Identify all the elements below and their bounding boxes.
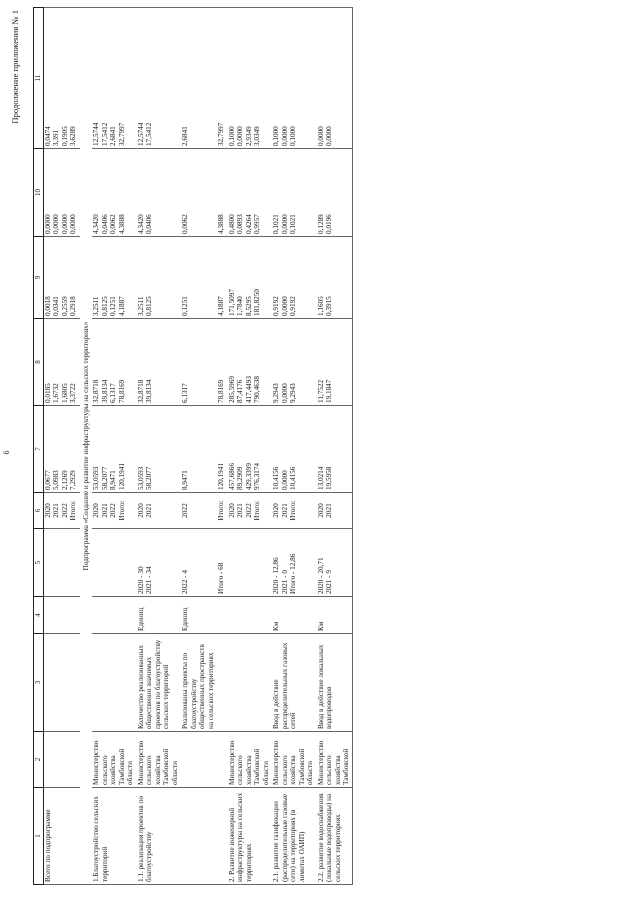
cell-col-5 [228, 529, 270, 597]
column-header-4: 4 [34, 597, 44, 634]
cell-line: 32,7997 [117, 122, 126, 146]
cell-line: 39,8134 [100, 379, 109, 403]
spacer-cell [350, 529, 352, 597]
cell-col-5 [217, 529, 225, 597]
spacer-cell [350, 732, 352, 788]
cell-line: 2022 [109, 503, 118, 518]
cell-col-6 [181, 493, 215, 529]
cell-line: 2021 - 34 [145, 566, 154, 594]
page-number: 6 [2, 450, 11, 455]
cell-line: 2021 [325, 503, 334, 518]
cell-col-6 [92, 493, 134, 529]
cell-line: 58,2077 [100, 466, 109, 490]
cell-line: 2021 - 0 [280, 570, 289, 594]
cell-col-2: Министерство сельского хозяйства Тамбовской области [228, 732, 270, 788]
column-header-3: 3 [34, 634, 44, 732]
cell-line: 7,2929 [69, 470, 78, 490]
cell-col-10 [44, 149, 78, 237]
cell-line: 0,1000 [272, 126, 281, 146]
cell-line: 0,0341 [52, 296, 61, 316]
column-header-10: 10 [34, 149, 44, 237]
cell-col-10 [317, 149, 351, 237]
cell-col-10 [228, 149, 270, 237]
cell-line: 0,0000 [280, 214, 289, 234]
cell-col-3 [228, 634, 270, 732]
cell-line: 1,6732 [52, 383, 61, 403]
column-header-6: 6 [34, 493, 44, 529]
table-body [44, 8, 353, 885]
cell-col-3: Ввод в действие распределительных газовых сетей [272, 634, 314, 732]
spacer-cell [350, 319, 352, 406]
cell-line: 0,9192 [272, 296, 281, 316]
cell-line: 4,1887 [217, 296, 226, 316]
table-row [137, 8, 179, 885]
subprogram-header-row [80, 8, 92, 885]
cell-col-11 [137, 8, 179, 149]
cell-line: 9,2943 [289, 383, 298, 403]
cell-line: 39,8134 [145, 379, 154, 403]
cell-line: 2022 [244, 503, 253, 518]
cell-col-7 [317, 406, 351, 493]
table-row [181, 8, 215, 885]
cell-col-11 [217, 8, 225, 149]
table-row [228, 8, 270, 885]
cell-line: 0,0474 [44, 126, 52, 146]
cell-line: 2020 [44, 503, 52, 518]
cell-col-8 [317, 319, 351, 406]
cell-line: 0,0018 [44, 296, 52, 316]
cell-line: 0,0000 [52, 214, 61, 234]
cell-line: 32,8718 [136, 379, 145, 403]
cell-col-1 [181, 788, 215, 885]
cell-col-5 [92, 529, 134, 597]
spacer-cell [350, 634, 352, 732]
cell-col-3 [44, 634, 78, 732]
cell-line: 976,3174 [253, 463, 262, 490]
cell-col-9 [217, 237, 225, 319]
cell-col-8 [272, 319, 314, 406]
cell-line: 457,6866 [227, 463, 236, 490]
cell-line: 2020 - 20,71 [316, 557, 325, 594]
table-row [317, 8, 351, 885]
cell-col-1 [217, 788, 225, 885]
cell-col-4 [44, 597, 78, 634]
cell-line: 0,0000 [280, 470, 289, 490]
cell-line: 0,0000 [69, 214, 78, 234]
cell-line: 0,1000 [227, 126, 236, 146]
cell-line: 0,0196 [325, 214, 334, 234]
cell-col-3: Реализованы проекты по благоустройству общественных пространств на сельских территориях [181, 634, 215, 732]
cell-line: 58,2077 [145, 466, 154, 490]
cell-line: 78,8169 [117, 379, 126, 403]
cell-col-1: Всего по подпрограмме [44, 788, 78, 885]
cell-line: 53,0593 [92, 466, 101, 490]
cell-line: 2022 - 4 [181, 570, 190, 594]
budget-table [33, 7, 353, 885]
cell-line: 3,2511 [92, 296, 101, 316]
spacer-cell [350, 406, 352, 493]
cell-line: 0,2559 [60, 296, 69, 316]
cell-col-9 [181, 237, 215, 319]
spacer-cell [350, 149, 352, 237]
cell-line: 3,2511 [136, 296, 145, 316]
cell-col-7 [181, 406, 215, 493]
cell-col-6 [317, 493, 351, 529]
cell-col-5 [317, 529, 351, 597]
cell-col-3 [217, 634, 225, 732]
cell-col-7 [272, 406, 314, 493]
cell-col-2: Министерство сельского хозяйства Тамбовской области [137, 732, 179, 788]
cell-line: 0,1251 [181, 296, 190, 316]
cell-col-4 [228, 597, 270, 634]
cell-line: 0,1251 [109, 296, 118, 316]
cell-line: 0,0000 [280, 383, 289, 403]
cell-line: 10,4156 [272, 466, 281, 490]
spacer-cell [350, 8, 352, 149]
cell-line: 2022 [181, 503, 190, 518]
cell-col-3: Количество реализованных общественно значимых проектов по благоустройству сельских территорий [137, 634, 179, 732]
cell-line: 0,0000 [44, 214, 52, 234]
spacer-cell [350, 788, 352, 885]
cell-col-1: 2.2. развитие водоснабжения (локальные водопроводы) на сельских территориях [317, 788, 351, 885]
column-header-2: 2 [34, 732, 44, 788]
cell-line: Итого: [289, 500, 298, 521]
cell-line: 2021 [280, 503, 289, 518]
cell-line: Итого: [253, 500, 262, 521]
cell-line: Итого - 68 [217, 562, 226, 594]
cell-line: 6,1317 [109, 383, 118, 403]
cell-line: 0,1289 [316, 214, 325, 234]
cell-line: 32,8718 [92, 379, 101, 403]
cell-col-1: 2.1. развитие газификации (распределительные газовые сети) на территориях (в лимитах ОАИП) [272, 788, 314, 885]
cell-line: 10,4156 [289, 466, 298, 490]
cell-line: 12,5744 [92, 122, 101, 146]
cell-line: 4,3420 [136, 214, 145, 234]
cell-line: 8,9471 [181, 470, 190, 490]
cell-line: 3,6289 [69, 126, 78, 146]
cell-col-11 [228, 8, 270, 149]
cell-line: Итого - 12,86 [289, 553, 298, 594]
cell-line: 0,9957 [253, 214, 262, 234]
cell-line: 87,4176 [236, 379, 245, 403]
cell-line: 0,4800 [227, 214, 236, 234]
cell-col-5 [44, 529, 78, 597]
cell-col-9 [272, 237, 314, 319]
column-header-1: 1 [34, 788, 44, 885]
cell-col-2 [217, 732, 225, 788]
cell-line: 0,1000 [289, 126, 298, 146]
cell-line: 2021 [100, 503, 109, 518]
spacer-cell [350, 493, 352, 529]
cell-line: 417,4493 [244, 376, 253, 403]
cell-line: 0,3915 [325, 296, 334, 316]
cell-line: 89,2909 [236, 466, 245, 490]
cell-line: 3,3722 [69, 383, 78, 403]
cell-line: 0,0000 [60, 214, 69, 234]
cell-line: 2020 [227, 503, 236, 518]
cell-line: 2020 [92, 503, 101, 518]
column-header-9: 9 [34, 237, 44, 319]
cell-line: 0,0000 [325, 126, 334, 146]
cell-col-1: 2. Развитие инженерной инфраструктуры на сельских территориях [228, 788, 270, 885]
cell-line: 1,1605 [316, 296, 325, 316]
table-row [217, 8, 225, 885]
cell-col-10 [217, 149, 225, 237]
cell-col-2 [181, 732, 215, 788]
cell-line: 0,9192 [289, 296, 298, 316]
cell-col-9 [317, 237, 351, 319]
cell-line: Итого: [217, 500, 226, 521]
cell-col-5 [137, 529, 179, 597]
cell-col-7 [44, 406, 78, 493]
cell-line: 0,0000 [280, 126, 289, 146]
cell-col-4: Единиц [137, 597, 179, 634]
cell-line: 4,3888 [217, 214, 226, 234]
cell-col-4 [92, 597, 134, 634]
cell-line: 285,5969 [227, 376, 236, 403]
cell-line: 78,8169 [217, 379, 226, 403]
cell-line: 17,5412 [145, 122, 154, 146]
cell-line: 0,8125 [100, 296, 109, 316]
cell-line: 53,0593 [136, 466, 145, 490]
row-spacer [350, 8, 352, 885]
cell-col-8 [44, 319, 78, 406]
cell-line: 3,391 [52, 129, 61, 146]
cell-col-10 [92, 149, 134, 237]
cell-line: 2020 - 30 [136, 566, 145, 594]
cell-col-11 [272, 8, 314, 149]
cell-line: 2022 [60, 503, 69, 518]
column-header-7: 7 [34, 406, 44, 493]
cell-line: 120,1941 [117, 463, 126, 490]
cell-col-7 [217, 406, 225, 493]
cell-col-7 [228, 406, 270, 493]
cell-line: 4,3888 [117, 214, 126, 234]
cell-col-11 [44, 8, 78, 149]
cell-line: 12,5744 [136, 122, 145, 146]
cell-col-5 [181, 529, 215, 597]
column-header-11: 11 [34, 8, 44, 149]
cell-line: 0,0000 [236, 126, 245, 146]
cell-line: 2021 [52, 503, 61, 518]
cell-line: 13,0214 [316, 466, 325, 490]
cell-line: 17,5412 [100, 122, 109, 146]
cell-line: 0,0406 [100, 214, 109, 234]
cell-line: 429,3399 [244, 463, 253, 490]
cell-line: 2,1269 [60, 470, 69, 490]
cell-line: 3,0349 [253, 126, 262, 146]
cell-line: 0,0062 [181, 214, 190, 234]
cell-line: Итого: [69, 500, 78, 521]
cell-col-10 [137, 149, 179, 237]
cell-col-5 [272, 529, 314, 597]
cell-col-8 [92, 319, 134, 406]
cell-line: 0,0677 [44, 470, 52, 490]
cell-col-2: Министерство сельского хозяйства Тамбовской области [92, 732, 134, 788]
cell-col-4 [217, 597, 225, 634]
cell-line: 2020 [272, 503, 281, 518]
cell-line: 2021 [145, 503, 154, 518]
cell-line: 1,7840 [236, 296, 245, 316]
cell-col-8 [228, 319, 270, 406]
cell-col-4: Единиц [181, 597, 215, 634]
cell-line: 2,6841 [109, 126, 118, 146]
cell-col-10 [181, 149, 215, 237]
cell-col-9 [92, 237, 134, 319]
column-header-5: 5 [34, 529, 44, 597]
cell-col-4: Км [317, 597, 351, 634]
cell-col-3 [92, 634, 134, 732]
cell-line: 2020 [136, 503, 145, 518]
cell-col-11 [181, 8, 215, 149]
cell-line: 1,6805 [60, 383, 69, 403]
cell-line: 120,1941 [217, 463, 226, 490]
cell-line: 2,6841 [181, 126, 190, 146]
cell-line: 181,8250 [253, 289, 262, 316]
cell-line: 11,7522 [316, 379, 325, 403]
cell-line: 0,0000 [316, 126, 325, 146]
cell-line: 2,9349 [244, 126, 253, 146]
cell-line: 32,7997 [217, 122, 226, 146]
cell-line: 0,1021 [289, 214, 298, 234]
cell-col-6 [272, 493, 314, 529]
table-header-row [34, 8, 44, 885]
cell-col-6 [217, 493, 225, 529]
column-header-8: 8 [34, 319, 44, 406]
cell-line: 19,5958 [325, 466, 334, 490]
spacer-cell [350, 237, 352, 319]
cell-col-6 [228, 493, 270, 529]
cell-line: 2020 - 12,86 [272, 557, 281, 594]
table-row [44, 8, 78, 885]
cell-line: 4,1887 [117, 296, 126, 316]
cell-col-3: Ввод в действие локальных водопроводов [317, 634, 351, 732]
cell-col-9 [137, 237, 179, 319]
spacer-cell [350, 597, 352, 634]
continuation-label: Продолжение приложения № 1 [10, 10, 20, 124]
cell-line: 0,0000 [280, 296, 289, 316]
cell-line: 5,0983 [52, 470, 61, 490]
cell-line: 790,4638 [253, 376, 262, 403]
table-row [272, 8, 314, 885]
cell-line: 4,3420 [92, 214, 101, 234]
cell-line: 0,2918 [69, 296, 78, 316]
cell-line: 0,0185 [44, 383, 52, 403]
cell-col-6 [137, 493, 179, 529]
cell-line: 0,8125 [145, 296, 154, 316]
cell-line: 0,1905 [60, 126, 69, 146]
cell-line: 19,1847 [325, 379, 334, 403]
cell-col-11 [317, 8, 351, 149]
cell-line: 6,1317 [181, 383, 190, 403]
table-row [92, 8, 134, 885]
cell-col-10 [272, 149, 314, 237]
cell-col-9 [228, 237, 270, 319]
cell-line: 2020 [316, 503, 325, 518]
cell-line: 0,0062 [109, 214, 118, 234]
cell-line: 9,2943 [272, 383, 281, 403]
cell-line: 2021 [236, 503, 245, 518]
cell-col-8 [217, 319, 225, 406]
cell-line: 8,5295 [244, 296, 253, 316]
cell-line: Итого: [117, 500, 126, 521]
cell-col-1: 1.Благоустройство сельских территорий [92, 788, 134, 885]
cell-col-2: Министерство сельского хозяйства Тамбовской области [272, 732, 314, 788]
cell-col-8 [137, 319, 179, 406]
cell-line: 0,0893 [236, 214, 245, 234]
cell-col-9 [44, 237, 78, 319]
cell-col-6 [44, 493, 78, 529]
cell-col-7 [137, 406, 179, 493]
cell-col-2: Министерство сельского хозяйства Тамбовской [317, 732, 351, 788]
cell-col-4: Км [272, 597, 314, 634]
cell-line: 8,9471 [109, 470, 118, 490]
cell-line: 2021 - 9 [325, 570, 334, 594]
cell-col-8 [181, 319, 215, 406]
cell-line: 0,4264 [244, 214, 253, 234]
cell-col-7 [92, 406, 134, 493]
cell-col-1: 1.1. реализация проектов по благоустройству [137, 788, 179, 885]
cell-col-2 [44, 732, 78, 788]
cell-line: 0,0406 [145, 214, 154, 234]
subprogram-title: Подпрограмма «Создание и развитие инфраструктуры на сельских территориях» [80, 8, 92, 885]
cell-line: 0,1021 [272, 214, 281, 234]
cell-col-11 [92, 8, 134, 149]
cell-line: 171,5097 [227, 289, 236, 316]
